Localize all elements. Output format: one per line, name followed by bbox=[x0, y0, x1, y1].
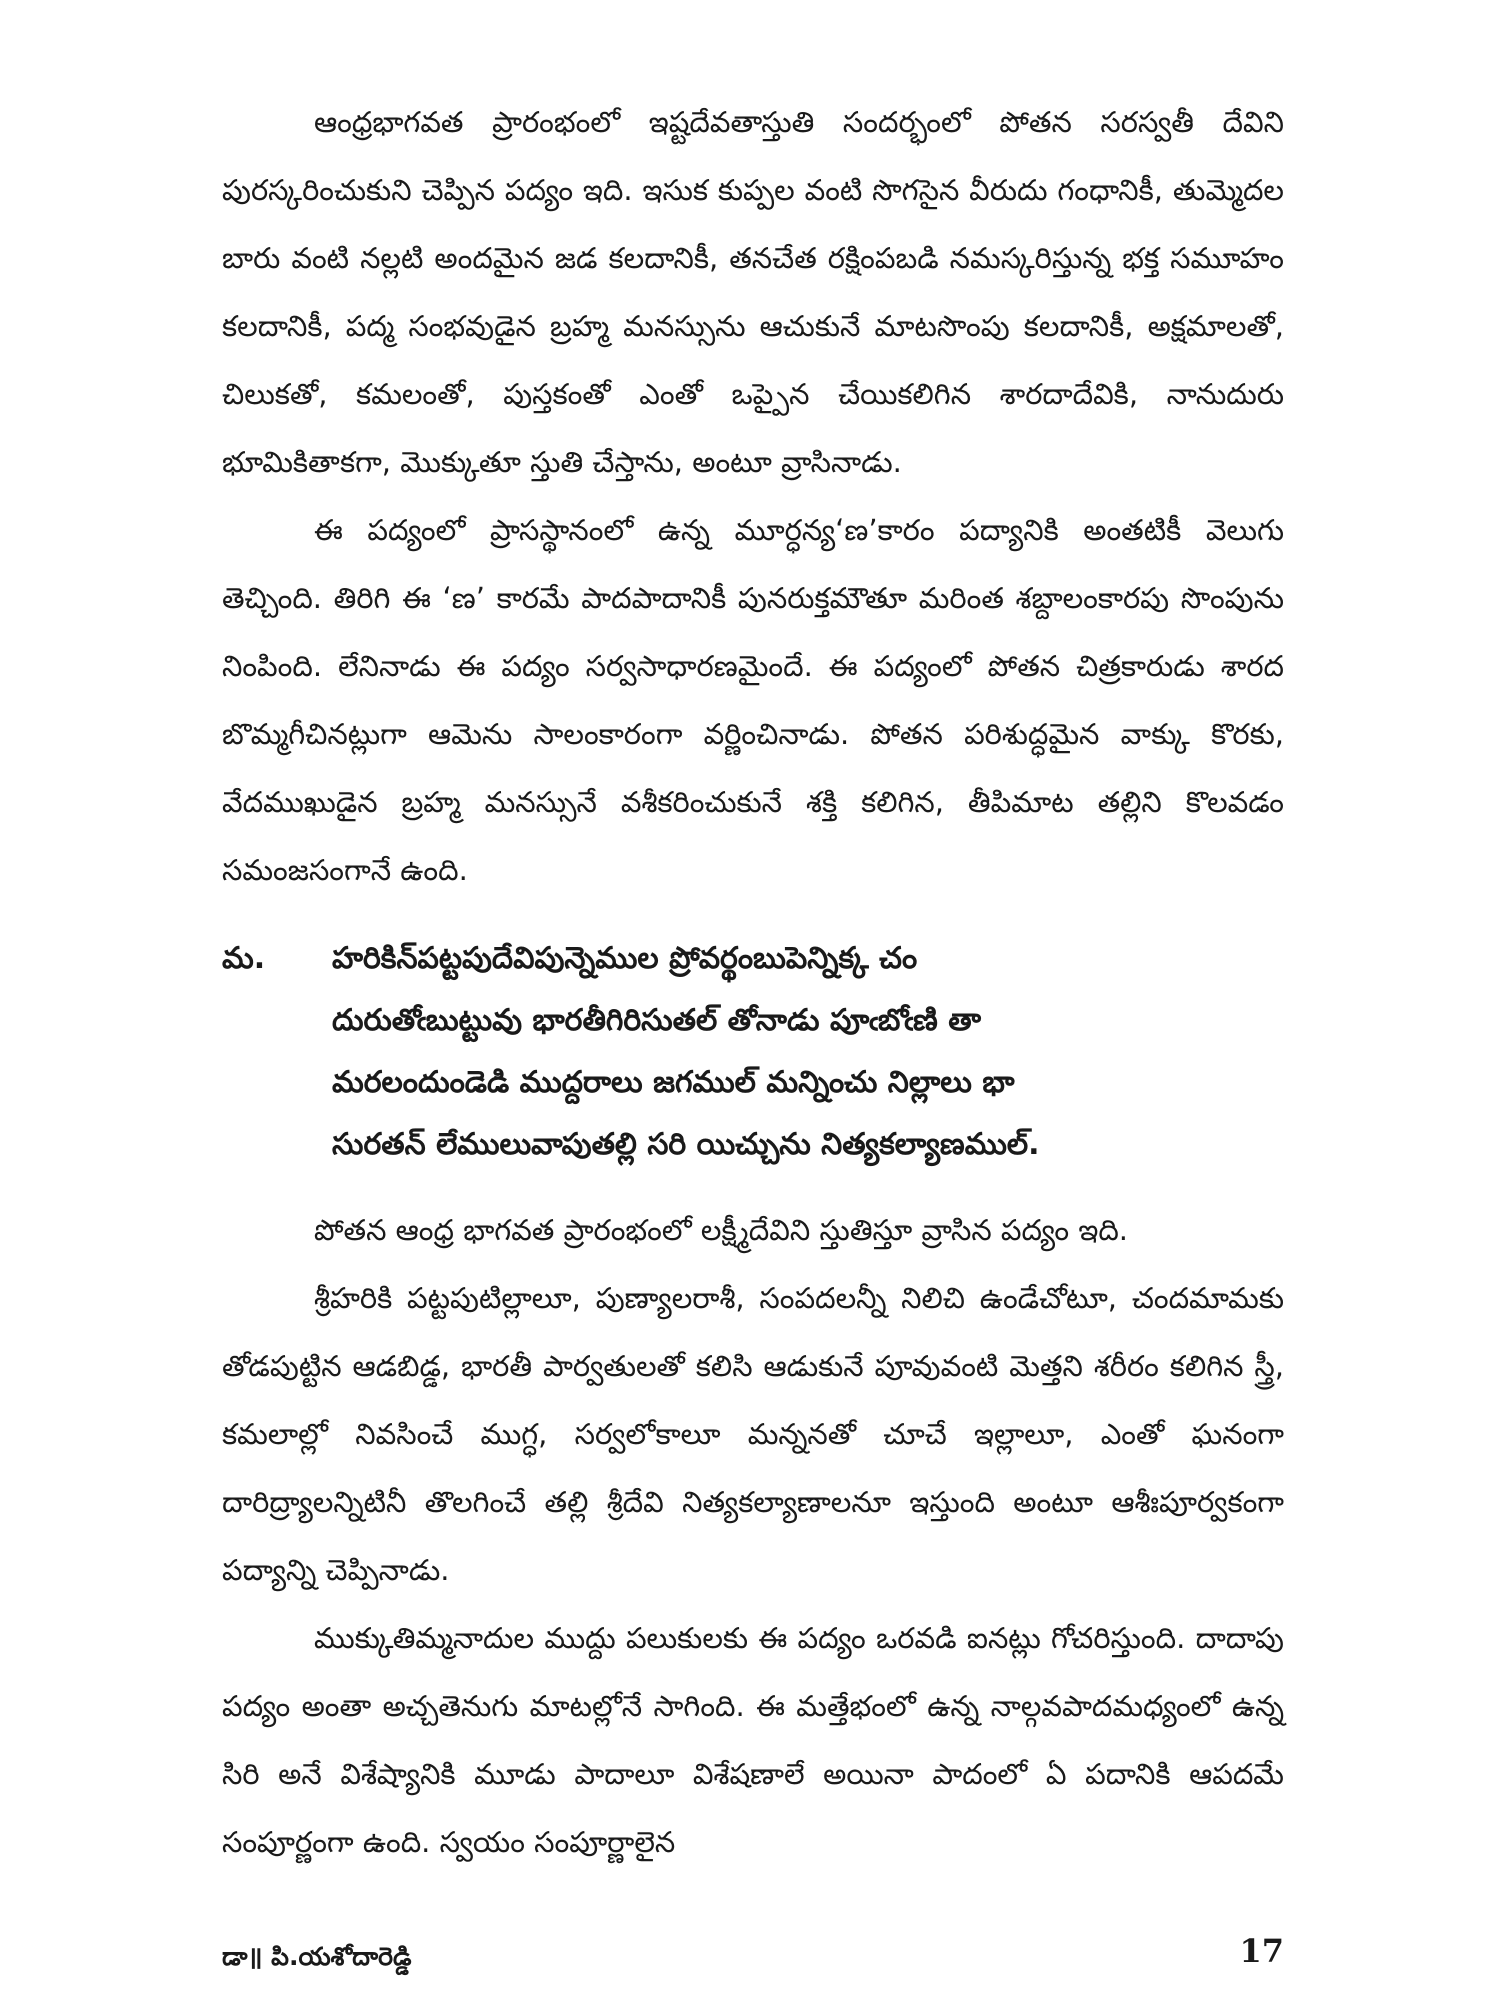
paragraph-1: ఆంధ్రభాగవత ప్రారంభంలో ఇష్టదేవతాస్తుతి సందర్భంలో పోతన సరస్వతీ దేవిని పురస్కరించుకుని చెప్పిన పద్యం ఇది. ఇసుక కుప్పల వంటి సొగసైన వీరుదు గంధానికీ, తుమ్మెదల బారు వంటి నల్లటి అందమైన జడ కలదానికీ, తనచేత రక్షింపబడి నమస్కరిస్తున్న భక్త సమూహం కలదానికీ, పద్మ సంభవుడైన బ్రహ్మ మనస్సును ఆచుకునే మాటసొంపు కలదానికీ, అక్షమాలతో, చిలుకతో, కమలంతో, పుస్తకంతో ఎంతో ఒప్పైన చేయికలిగిన శారదాదేవికి, నానుదురు భూమికితాకగా, మొక్కుతూ స్తుతి చేస్తాను, అంటూ వ్రాసినాడు. bbox=[222, 105, 1284, 479]
footer-author: డా॥ పి.యశోదారెడ్డి bbox=[222, 1942, 412, 1971]
verse-meter-marker: మ. bbox=[222, 941, 266, 976]
verse-line-4: సురతన్ లేములువాపుతల్లి సరి యిచ్చును నిత్యకల్యాణముల్. bbox=[332, 1127, 1040, 1162]
verse-lines bbox=[332, 928, 1284, 1176]
verse-line-2: దురుతోఁబుట్టువు భారతీగిరిసుతల్ తోనాడు పూఁబోఁణి తా bbox=[332, 1003, 982, 1038]
paragraph-2: ఈ పద్యంలో ప్రాసస్థానంలో ఉన్న మూర్ధన్య‘ణ’కారం పద్యానికి అంతటికీ వెలుగు తెచ్చింది. తిరిగి ఈ ‘ణ’ కారమే పాదపాదానికీ పునరుక్తమౌతూ మరింత శబ్దాలంకారపు సొంపును నింపింది. లేనినాడు ఈ పద్యం సర్వసాధారణమైందే. ఈ పద్యంలో పోతన చిత్రకారుడు శారద బొమ్మగీచినట్లుగా ఆమెను సాలంకారంగా వర్ణించినాడు. పోతన పరిశుద్ధమైన వాక్కు కొరకు, వేదముఖుడైన బ్రహ్మ మనస్సునే వశీకరించుకునే శక్తి కలిగిన, తీపిమాట తల్లిని కొలవడం సమంజసంగానే ఉంది. bbox=[222, 513, 1284, 887]
verse-line-1: హరికిన్‌పట్టపుదేవిపున్నెముల ప్రోవర్థంబుపెన్నిక్క చం bbox=[332, 941, 918, 976]
page-number: 17 bbox=[1239, 1932, 1284, 1970]
paragraph-5: ముక్కుతిమ్మనాదుల ముద్దు పలుకులకు ఈ పద్యం ఒరవడి ఐనట్లు గోచరిస్తుంది. దాదాపు పద్యం అంతా అచ్చతెనుగు మాటల్లోనే సాగింది. ఈ మత్తేభంలో ఉన్న నాల్గవపాదమధ్యంలో ఉన్న సిరి అనే విశేష్యానికి మూడు పాదాలూ విశేషణాలే అయినా పాదంలో ఏ పదానికి ఆపదమే సంపూర్ణంగా ఉంది. స్వయం సంపూర్ణాలైన bbox=[222, 1621, 1284, 1859]
paragraph-3: పోతన ఆంధ్ర భాగవత ప్రారంభంలో లక్ష్మీదేవిని స్తుతిస్తూ వ్రాసిన పద్యం ఇది. bbox=[314, 1213, 1129, 1247]
verse-block bbox=[222, 928, 1284, 1176]
verse-line-3: మరలందుండెడి ముద్దరాలు జగముల్ మన్నించు నిల్లాలు భా bbox=[332, 1065, 1015, 1100]
body-text bbox=[222, 88, 1284, 1876]
paragraph-4: శ్రీహరికి పట్టపుటిల్లాలూ, పుణ్యాలరాశీ, సంపదలన్నీ నిలిచి ఉండేచోటూ, చందమామకు తోడపుట్టిన ఆడబిడ్డ, భారతీ పార్వతులతో కలిసి ఆడుకునే పూవువంటి మెత్తని శరీరం కలిగిన స్త్రీ, కమలాల్లో నివసించే ముగ్ధ, సర్వలోకాలూ మన్ననతో చూచే ఇల్లాలూ, ఎంతో ఘనంగా దారిద్ర్యాలన్నిటినీ తొలగించే తల్లి శ్రీదేవి నిత్యకల్యాణాలనూ ఇస్తుంది అంటూ ఆశీఃపూర్వకంగా పద్యాన్ని చెప్పినాడు. bbox=[222, 1281, 1284, 1587]
